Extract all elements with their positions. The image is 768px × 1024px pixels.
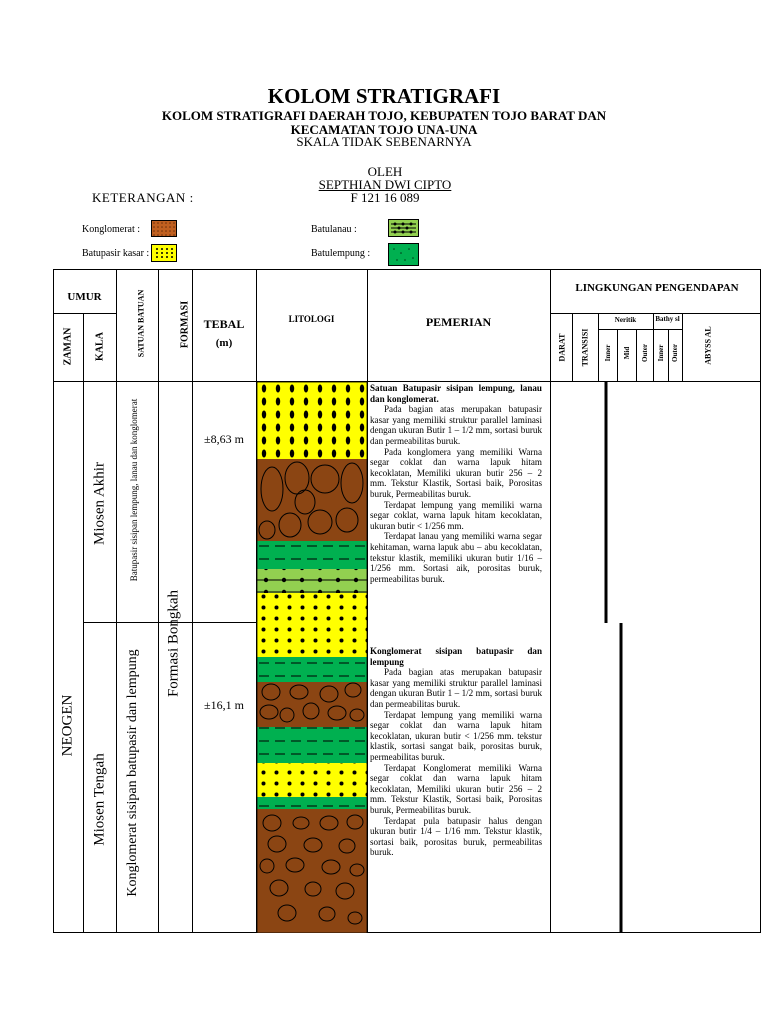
kala-miosen-akhir: Miosen Akhir bbox=[91, 462, 108, 545]
litho-batupasir-3 bbox=[257, 623, 367, 657]
satuan-upper: Batupasir sisipan lempung, lanau dan konglomerat bbox=[129, 398, 139, 582]
kala-miosen-tengah: Miosen Tengah bbox=[91, 753, 108, 846]
header-kala: KALA bbox=[94, 332, 106, 361]
description-lower-heading: Konglomerat sisipan batupasir dan lempung bbox=[370, 646, 542, 667]
description-lower-p1: Pada bagian atas merupakan batupasir kasar yang memiliki struktur parallel laminasi dengan ukuran Butir 1 – 1/2 mm, sortasi buruk dan permeabilitas buruk. bbox=[370, 667, 542, 709]
description-lower bbox=[370, 646, 542, 858]
header-zaman: ZAMAN bbox=[62, 327, 74, 366]
litho-batulempung-3 bbox=[257, 727, 367, 763]
header-outer: Outer bbox=[641, 344, 649, 362]
litho-konglomerat-2 bbox=[257, 682, 367, 727]
subtitle-line-1: KOLOM STRATIGRAFI DAERAH TOJO, KEBUPATEN TOJO BARAT DAN bbox=[161, 108, 607, 123]
legend-title: KETERANGAN : bbox=[92, 190, 194, 205]
header-pemerian: PEMERIAN bbox=[425, 315, 492, 329]
litho-konglomerat-1 bbox=[257, 459, 367, 541]
legend-batulempung-swatch bbox=[388, 243, 419, 266]
subtitle-line-2: KECAMATAN TOJO UNA-UNA bbox=[290, 122, 478, 137]
description-lower-p2: Terdapat lempung yang memiliki warna segar coklat dan warna lapuk hitam kecoklatan, ukuran butir < 1/256 mm. tekstur klastik, sortasi sangat baik, porositas buruk, permeabilitas buruk. bbox=[370, 709, 542, 762]
author-name: SEPTHIAN DWI CIPTO bbox=[318, 177, 452, 192]
header-neritik: Neritik bbox=[614, 316, 637, 324]
page-title: KOLOM STRATIGRAFI bbox=[267, 84, 501, 108]
satuan-lower: Konglomerat sisipan batupasir dan lempung bbox=[125, 649, 140, 897]
zaman-neogen: NEOGEN bbox=[59, 694, 76, 757]
header-mid: Mid bbox=[623, 346, 631, 360]
legend-batulempung-label: Batulempung : bbox=[311, 248, 371, 259]
litho-batulanau-1 bbox=[257, 569, 367, 593]
litho-batulempung-4 bbox=[257, 797, 367, 809]
description-lower-p4: Terdapat pula batupasir halus dengan ukuran butir 1/4 – 1/16 mm. Tekstur klastik, sortasi baik, porositas buruk, permeabilitas buruk. bbox=[370, 815, 542, 858]
legend-batulanau-swatch bbox=[388, 219, 419, 237]
litho-batupasir-1 bbox=[257, 382, 367, 459]
header-transisi: TRANSISI bbox=[580, 328, 590, 367]
header-tebal: TEBAL bbox=[203, 317, 245, 331]
litho-batupasir-4 bbox=[257, 763, 367, 797]
description-upper bbox=[370, 383, 542, 584]
by-label: OLEH bbox=[367, 164, 403, 179]
header-inner: Inner bbox=[604, 344, 612, 362]
litho-batulempung-2 bbox=[257, 657, 367, 682]
student-id: F 121 16 089 bbox=[350, 190, 420, 205]
litho-batupasir-2 bbox=[257, 593, 367, 623]
header-bathyal: Bathy sl bbox=[655, 315, 680, 323]
description-upper-heading: Satuan Batupasir sisipan lempung, lanau dan konglomerat. bbox=[370, 383, 542, 404]
header-litologi: LITOLOGI bbox=[288, 314, 335, 324]
legend-batupasir-swatch bbox=[151, 244, 177, 262]
legend-batupasir-label: Batupasir kasar : bbox=[82, 248, 150, 259]
header-satuan-batuan: SATUAN BATUAN bbox=[136, 289, 146, 358]
header-lingkungan: LINGKUNGAN PENGENDAPAN bbox=[575, 282, 739, 294]
tebal-upper: ±8,63 m bbox=[204, 432, 244, 446]
description-lower-p3: Terdapat Konglomerat memiliki Warna segar coklat dan warna lapuk hitam kecoklatan, Memiliki ukuran butir 256 – 2 mm. Tekstur Klastik, Sortasi baik, Porositas buruk, Permeabilitas buruk. bbox=[370, 762, 542, 815]
lithology-column bbox=[257, 382, 367, 933]
header-darat: DARAT bbox=[557, 333, 567, 362]
header-tebal-unit: (m) bbox=[215, 337, 233, 349]
scale-note: SKALA TIDAK SEBENARNYA bbox=[296, 134, 472, 149]
legend-konglomerat-swatch bbox=[151, 220, 177, 237]
tebal-lower: ±16,1 m bbox=[204, 698, 244, 712]
description-upper-p2: Pada konglomera yang memiliki Warna segar coklat dan warna lapuk hitam kecoklatan, Memiliki ukuran butir 256 – 2 mm. Tekstur Klastik, Sortasi baik, Porositas buruk, Permeabilitas buruk. bbox=[370, 446, 542, 499]
header-umur: UMUR bbox=[67, 291, 102, 303]
legend-batulanau-label: Batulanau : bbox=[311, 224, 357, 235]
description-upper-p1: Pada bagian atas merupakan batupasir kasar yang memiliki struktur parallel laminasi dengan ukuran Butir 1 – 1/2 mm, sortasi buruk dan permeabilitas buruk. bbox=[370, 404, 542, 446]
header-formasi: FORMASI bbox=[179, 300, 191, 349]
litho-batulempung-1 bbox=[257, 541, 367, 569]
header-abyssal: ABYSS AL bbox=[703, 326, 713, 365]
header-outer-bathyal: Outer bbox=[671, 344, 679, 362]
header-inner-bathyal: Inner bbox=[657, 344, 665, 362]
legend-konglomerat-label: Konglomerat : bbox=[82, 224, 141, 235]
description-upper-p3: Terdapat lempung yang memiliki warna segar coklat, warna lapuk hitam kecoklatan, ukuran butir < 1/256 mm. bbox=[370, 499, 542, 531]
formasi-bongkah: Formasi Bongkah bbox=[165, 589, 182, 698]
description-upper-p4: Terdapat lanau yang memiliki warna segar kehitaman, warna lapuk abu – abu kecoklatan, tekstur klastik, memiliki ukuran butir 1/16 – 1/256 mm. Sortasi aik, porositas buruk, permeabilitas buruk. bbox=[370, 531, 542, 584]
